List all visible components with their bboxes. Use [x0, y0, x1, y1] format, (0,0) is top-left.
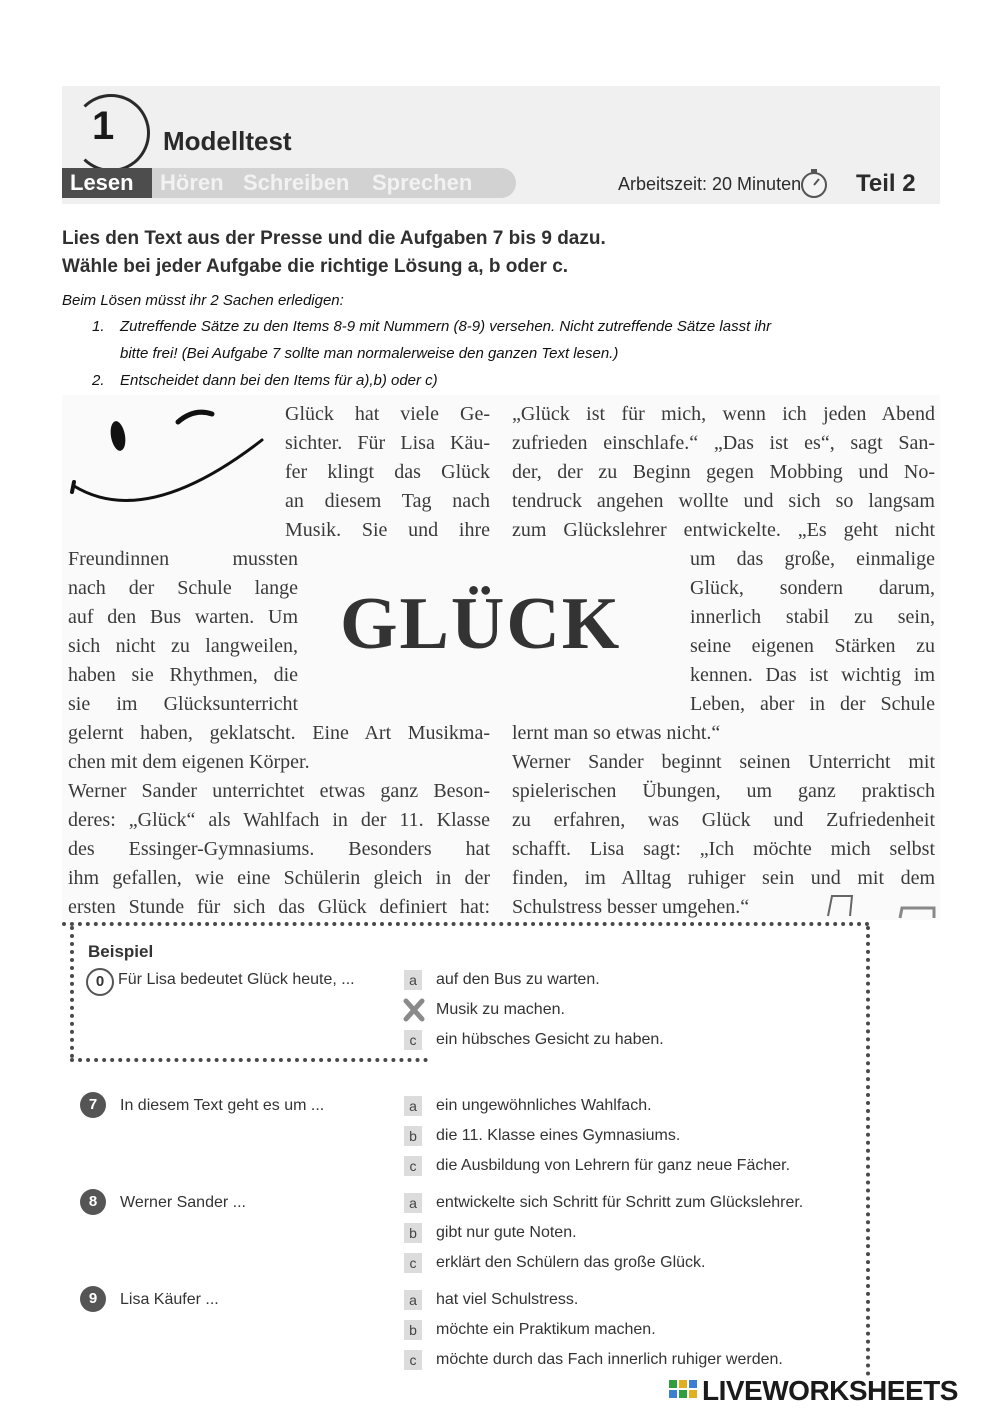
task-number-0: 0	[86, 968, 114, 996]
article-line: sich nicht zu langweilen,	[68, 635, 298, 657]
article-line: zum Glückslehrer entwickelte. „Es geht nicht	[512, 519, 935, 541]
article-line: Musik. Sie und ihre	[285, 519, 490, 541]
option-7b-letter[interactable]: b	[404, 1126, 422, 1146]
skill-schreiben: Schreiben	[243, 170, 350, 195]
option-letter: c	[404, 1030, 422, 1050]
article-line: lernt man so etwas nicht.“	[512, 722, 721, 744]
option-9b-letter[interactable]: b	[404, 1320, 422, 1340]
option-8b-text[interactable]: gibt nur gute Noten.	[436, 1224, 577, 1241]
option-9b-text[interactable]: möchte ein Praktikum machen.	[436, 1321, 656, 1338]
instruction-line-2: Wähle bei jeder Aufgabe die richtige Lösung a, b oder c.	[62, 256, 569, 277]
article-line: haben sie Rhythmen, die	[68, 664, 298, 686]
note-marker-1: 1.	[92, 318, 105, 335]
article-line: seine eigenen Stärken zu	[690, 635, 935, 657]
article-line: sichter. Für Lisa Käu-	[285, 432, 490, 454]
article-line: ihm gefallen, wie eine Schülerin gleich in der	[68, 867, 490, 889]
task-question-7: In diesem Text geht es um ...	[120, 1097, 325, 1114]
task-number-8: 8	[80, 1189, 106, 1215]
liveworksheets-logo-icon	[668, 1378, 698, 1406]
article-line: fer klingt das Glück	[285, 461, 490, 483]
article-line: spielerischen Übungen, um ganz praktisch	[512, 780, 935, 802]
task-question-0: Für Lisa bedeutet Glück heute, ...	[118, 971, 355, 988]
instruction-line-1: Lies den Text aus der Presse und die Aufgaben 7 bis 9 dazu.	[62, 228, 606, 249]
option-8c-text[interactable]: erklärt den Schülern das große Glück.	[436, 1254, 706, 1271]
article-line: der, der zu Beginn gegen Mobbing und No-	[512, 461, 935, 483]
example-box-left-border	[70, 926, 74, 1058]
option-9a-text[interactable]: hat viel Schulstress.	[436, 1291, 579, 1308]
option-7a-text[interactable]: ein ungewöhnliches Wahlfach.	[436, 1097, 652, 1114]
task-number-7: 7	[80, 1092, 106, 1118]
dotted-separator	[62, 922, 870, 926]
test-number: 1	[92, 104, 115, 148]
skill-lesen: Lesen	[70, 170, 134, 195]
option-8a-letter[interactable]: a	[404, 1193, 422, 1213]
note-item-1-line-2: bitte frei! (Bei Aufgabe 7 sollte man normalerweise den ganzen Text lesen.)	[120, 345, 619, 362]
article-line: chen mit dem eigenen Körper.	[68, 751, 310, 773]
article-headline: GLÜCK	[340, 583, 622, 665]
page-title: Modelltest	[163, 126, 292, 156]
note-item-2: Entscheidet dann bei den Items für a),b) oder c)	[120, 372, 438, 389]
article-line: an diesem Tag nach	[285, 490, 490, 512]
note-marker-2: 2.	[92, 372, 105, 389]
article-line: nach der Schule lange	[68, 577, 298, 599]
liveworksheets-logo-text: LIVEWORKSHEETS	[702, 1375, 958, 1406]
option-7a-letter[interactable]: a	[404, 1096, 422, 1116]
option-7c-letter[interactable]: c	[404, 1156, 422, 1176]
article-line: sie im Glücksunterricht	[68, 693, 298, 715]
task-number-9: 9	[80, 1286, 106, 1312]
article-line: finden, im Alltag ruhiger sein und mit dem	[512, 867, 935, 889]
part-label: Teil 2	[856, 170, 916, 197]
option-8c-letter[interactable]: c	[404, 1253, 422, 1273]
option-text: auf den Bus zu warten.	[436, 971, 600, 988]
article-line: zu erfahren, was Glück und Zufriedenheit	[512, 809, 935, 831]
option-8b-letter[interactable]: b	[404, 1223, 422, 1243]
article-line: kennen. Das ist wichtig im	[690, 664, 935, 686]
task-question-8: Werner Sander ...	[120, 1194, 246, 1211]
work-time: Arbeitszeit: 20 Minuten	[618, 174, 802, 194]
article-line: schafft. Lisa sagt: „Ich möchte mich selbst	[512, 838, 935, 860]
article-line: Schulstress besser umgehen.“	[512, 896, 750, 918]
option-text: Musik zu machen.	[436, 1001, 565, 1018]
option-9a-letter[interactable]: a	[404, 1290, 422, 1310]
article-line: ersten Stunde für sich das Glück definiert hat:	[68, 896, 490, 918]
article-line: Werner Sander beginnt seinen Unterricht mit	[512, 751, 935, 773]
note-intro: Beim Lösen müsst ihr 2 Sachen erledigen:	[62, 292, 344, 309]
article-line: Freundinnen mussten	[68, 548, 298, 570]
checked-x-icon	[402, 998, 426, 1022]
option-7b-text[interactable]: die 11. Klasse eines Gymnasiums.	[436, 1127, 681, 1144]
example-box-bottom-border	[70, 1058, 428, 1062]
option-letter: a	[404, 970, 422, 990]
article-line: Glück hat viele Ge-	[285, 403, 490, 425]
article-line: Werner Sander unterrichtet etwas ganz Beson-	[68, 780, 490, 802]
article-line: deres: „Glück“ als Wahlfach in der 11. Klasse	[68, 809, 490, 831]
task-question-9: Lisa Käufer ...	[120, 1291, 219, 1308]
example-label: Beispiel	[88, 942, 154, 961]
skill-sprechen: Sprechen	[372, 170, 473, 195]
article-line: Leben, aber in der Schule	[690, 693, 935, 715]
article-line: um das große, einmalige	[690, 548, 935, 570]
article-line: des Essinger-Gymnasiums. Besonders hat	[68, 838, 490, 860]
article-line: innerlich stabil zu sein,	[690, 606, 935, 628]
article-line: auf den Bus warten. Um	[68, 606, 298, 628]
note-item-1-line-1: Zutreffende Sätze zu den Items 8-9 mit Nummern (8-9) versehen. Nicht zutreffende Sätze lasst ihr	[120, 318, 772, 335]
task-box-right-border	[866, 926, 870, 1376]
article-line: „Glück ist für mich, wenn ich jeden Abend	[512, 403, 935, 425]
article-line: zufrieden einschlafe.“ „Das ist es“, sagt San-	[512, 432, 935, 454]
article-line: Glück, sondern darum,	[690, 577, 935, 599]
option-7c-text[interactable]: die Ausbildung von Lehrern für ganz neue Fächer.	[436, 1157, 791, 1174]
stopwatch-icon	[797, 164, 831, 200]
option-8a-text[interactable]: entwickelte sich Schritt für Schritt zum Glückslehrer.	[436, 1194, 804, 1211]
article-line: tendruck angehen wollte und sich so langsam	[512, 490, 935, 512]
option-9c-letter[interactable]: c	[404, 1350, 422, 1370]
article-line: gelernt haben, geklatscht. Eine Art Musikma-	[68, 722, 490, 744]
smiley-icon	[66, 400, 276, 520]
skill-hoeren: Hören	[160, 170, 224, 195]
option-9c-text[interactable]: möchte durch das Fach innerlich ruhiger werden.	[436, 1351, 783, 1368]
option-text: ein hübsches Gesicht zu haben.	[436, 1031, 664, 1048]
end-mark-icon	[822, 892, 938, 924]
